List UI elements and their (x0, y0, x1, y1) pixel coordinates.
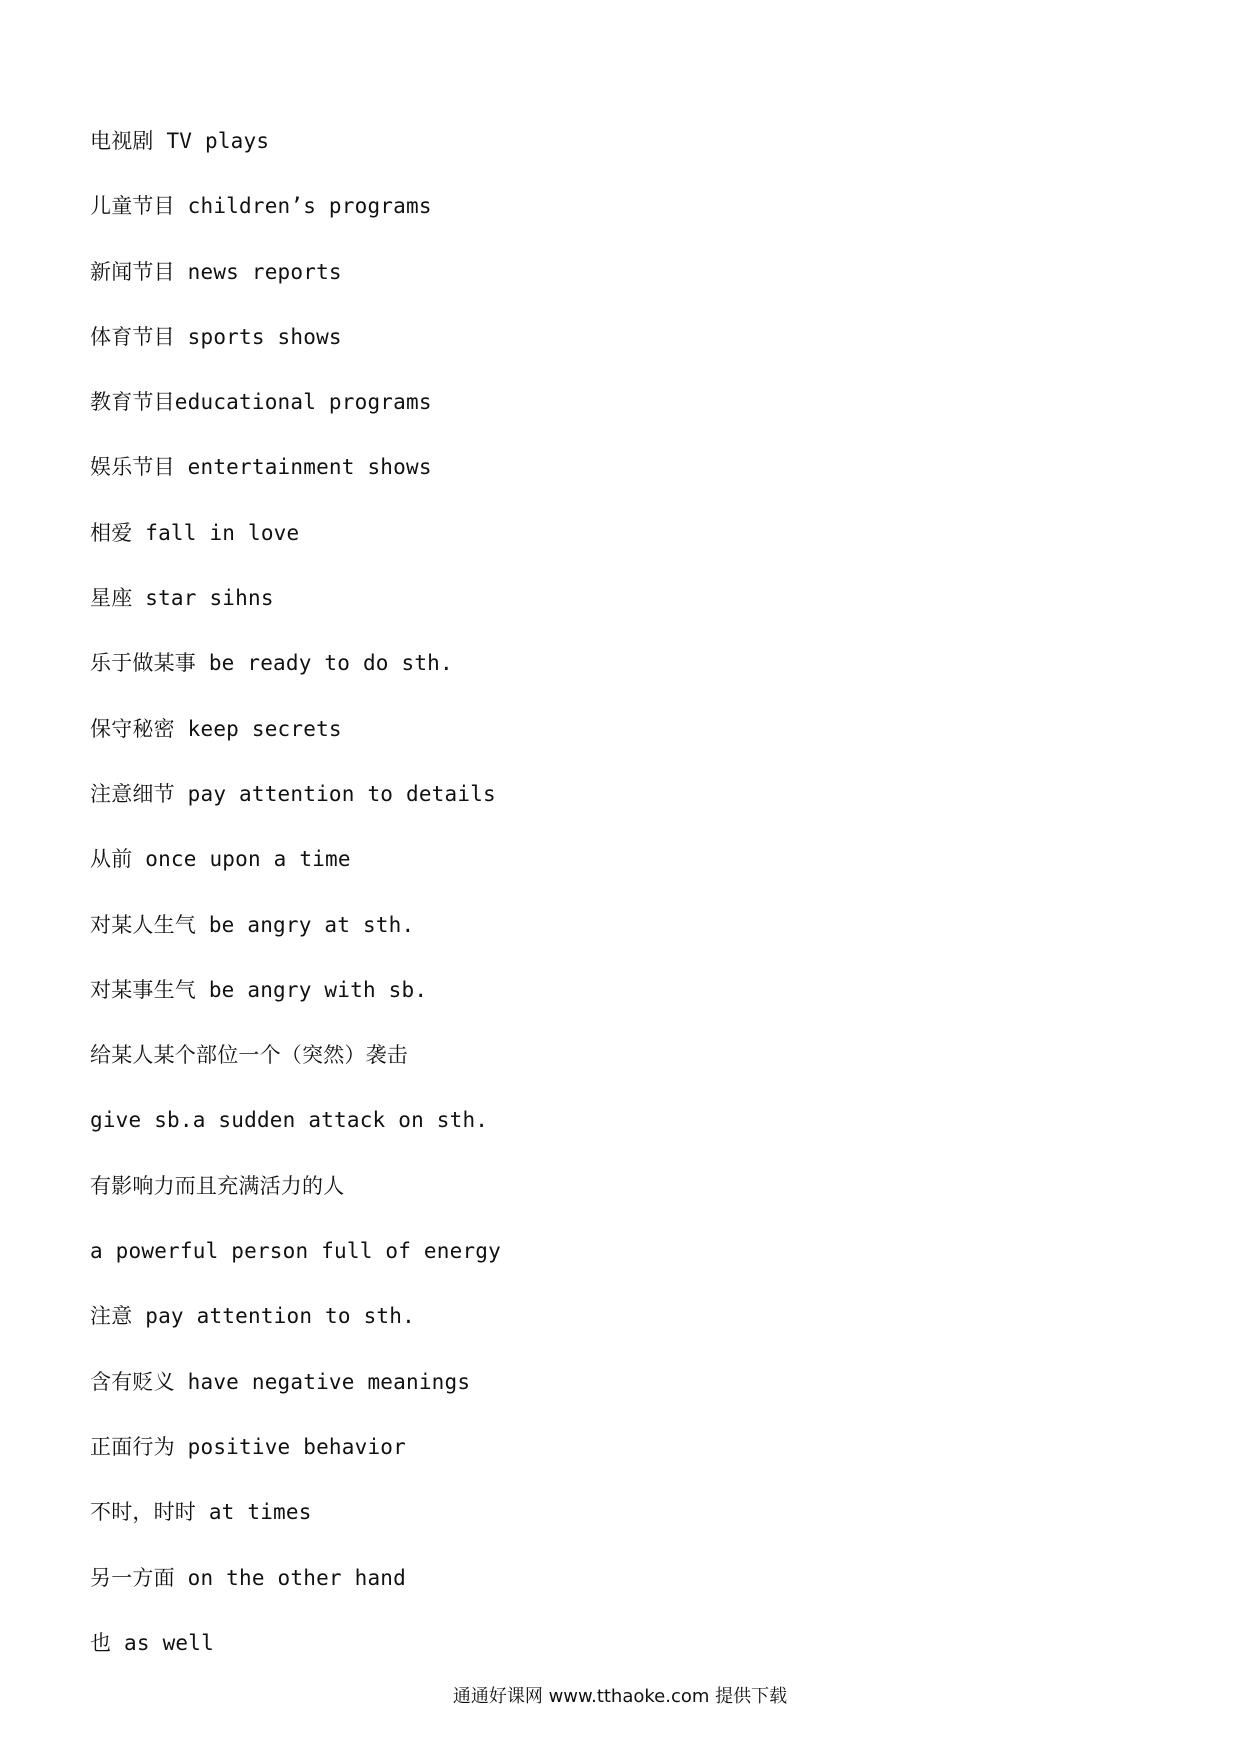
vocabulary-line: 体育节目 sports shows (90, 324, 342, 349)
vocabulary-line: 乐于做某事 be ready to do sth. (90, 651, 453, 676)
vocabulary-line: 相爱 fall in love (90, 520, 300, 545)
vocabulary-line: 正面行为 positive behavior (90, 1434, 406, 1459)
vocabulary-line: 从前 once upon a time (90, 847, 351, 872)
vocabulary-line: 电视剧 TV plays (90, 129, 270, 153)
vocabulary-line: 新闻节目 news reports (90, 259, 342, 284)
vocabulary-line: 娱乐节目 entertainment shows (90, 455, 432, 480)
vocabulary-line: 给某人某个部位一个（突然）袭击 (90, 1043, 408, 1068)
page-footer: 通通好课网 www.tthaoke.com 提供下载 (452, 1686, 788, 1707)
vocabulary-line: 对某事生气 be angry with sb. (90, 977, 428, 1002)
vocabulary-line: 注意 pay attention to sth. (90, 1304, 415, 1329)
vocabulary-line: give sb.a sudden attack on sth. (90, 1108, 489, 1133)
vocabulary-list (90, 126, 1150, 1693)
vocabulary-line: 有影响力而且充满活力的人 (90, 1173, 345, 1198)
vocabulary-line: 不时，时时 at times (90, 1500, 312, 1525)
vocabulary-line: 儿童节目 children’s programs (90, 194, 432, 219)
vocabulary-line: 对某人生气 be angry at sth. (90, 912, 415, 937)
vocabulary-line: 教育节目educational programs (90, 390, 432, 415)
vocabulary-line: 保守秘密 keep secrets (90, 716, 342, 741)
vocabulary-line: 另一方面 on the other hand (90, 1565, 406, 1590)
vocabulary-line: 含有贬义 have negative meanings (90, 1369, 471, 1394)
vocabulary-line: 也 as well (90, 1630, 214, 1655)
vocabulary-line: a powerful person full of energy (90, 1239, 501, 1264)
vocabulary-line: 星座 star sihns (90, 586, 274, 611)
vocabulary-line: 注意细节 pay attention to details (90, 781, 496, 806)
